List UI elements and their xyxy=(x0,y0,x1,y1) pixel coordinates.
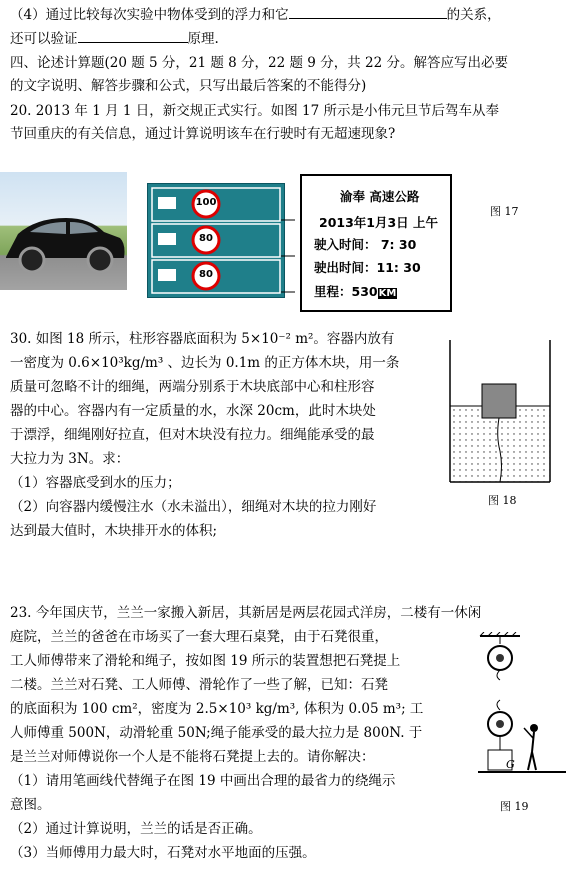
container-figure xyxy=(446,336,558,486)
q23-line: 23. 今年国庆节，兰兰一家搬入新居，其新居是两层花园式洋房，二楼有一休闲 xyxy=(10,605,482,621)
q30-line: （2）向容器内缓慢注水（水未溢出），细绳对木块的拉力刚好 xyxy=(10,499,377,515)
board-distance-value: 里程：530 xyxy=(314,284,378,299)
speed-limit-value: 80 xyxy=(199,269,213,280)
q23-line: （2）通过计算说明，兰兰的话是否正确。 xyxy=(10,821,262,837)
board-title: 渝奉 高速公路 xyxy=(340,189,420,204)
highway-info-board xyxy=(300,174,452,312)
q30-line: （1）容器底受到水的压力； xyxy=(10,475,181,491)
q23-line: 工人师傅带来了滑轮和绳子，按如图 19 所示的装置想把石凳提上 xyxy=(10,653,401,669)
section-heading-line1: 四、论述计算题(20 题 5 分，21 题 8 分，22 题 9 分，共 22 分。解答应写出必要 xyxy=(10,55,508,71)
answer-blank[interactable] xyxy=(289,4,447,19)
q4-text: 原理. xyxy=(187,31,219,47)
q20-line1: 20. 2013 年 1 月 1 日，新交规正式实行。如图 17 所示是小伟元旦节后驾车从奉 xyxy=(10,103,500,119)
q4-text: （4）通过比较每次实验中物体受到的浮力和它 xyxy=(10,7,289,23)
board-distance-unit: KM xyxy=(378,288,397,299)
car-photo xyxy=(0,172,127,290)
speed-limit-value: 100 xyxy=(195,197,217,208)
figure-17-label: 图 17 xyxy=(490,205,519,218)
q4-line2 xyxy=(10,28,219,48)
q30-line: 于漂浮，细绳刚好拉直，但对木块没有拉力。细绳能承受的最 xyxy=(10,427,375,443)
board-distance xyxy=(314,282,397,300)
q23-line: （3）当师傅用力最大时，石凳对水平地面的压强。 xyxy=(10,845,316,861)
q23-line: 庭院，兰兰的爸爸在市场买了一套大理石桌凳，由于石凳很重， xyxy=(10,629,388,645)
board-date: 2013年1月3日 上午 xyxy=(319,215,439,230)
q4-line1 xyxy=(10,4,501,24)
answer-blank[interactable] xyxy=(78,28,188,43)
q4-text: 的关系， xyxy=(446,7,501,23)
speed-limit-sign xyxy=(147,183,285,298)
q30-line: 达到最大值时，木块排开水的体积; xyxy=(10,523,218,539)
q30-line: 质量可忽略不计的细绳，两端分别系于木块底部中心和柱形容 xyxy=(10,379,375,395)
speed-limit-value: 80 xyxy=(199,233,213,244)
q23-line: 是兰兰对师傅说你一个人是不能将石凳提上去的。请你解决： xyxy=(10,749,375,765)
q20-line2: 节回重庆的有关信息，通过计算说明该车在行驶时有无超速现象? xyxy=(10,126,396,142)
weight-label: G xyxy=(506,758,515,771)
q30-line: 一密度为 0.6×10³kg/m³ 、边长为 0.1m 的正方体木块，用一条 xyxy=(10,355,400,371)
ceiling-hatch xyxy=(480,632,520,636)
q23-line: 的底面积为 100 cm²，密度为 2.5×10³ kg/m³, 体积为 0.05 m³; 工 xyxy=(10,701,424,717)
q23-line: 人师傅重 500N，动滑轮重 50N;绳子能承受的最大拉力是 800N. 于 xyxy=(10,725,423,741)
board-enter-time: 驶入时间： 7: 30 xyxy=(314,237,417,252)
q23-line: 二楼。兰兰对石凳、工人师傅、滑轮作了一些了解，已知：石凳 xyxy=(10,677,388,693)
q23-line: 意图。 xyxy=(10,797,51,813)
worker-figure xyxy=(524,724,538,770)
figure-18-label: 图 18 xyxy=(488,494,517,507)
q30-line: 30. 如图 18 所示，柱形容器底面积为 5×10⁻² m²。容器内放有 xyxy=(10,331,395,347)
q30-line: 器的中心。容器内有一定质量的水，水深 20cm，此时木块处 xyxy=(10,403,376,419)
figure-19-label: 图 19 xyxy=(500,800,529,813)
q23-line: （1）请用笔画线代替绳子在图 19 中画出合理的最省力的绕绳示 xyxy=(10,773,396,789)
q4-text: 还可以验证 xyxy=(10,31,78,47)
car-icon xyxy=(0,172,127,290)
sign-pointer-arrows xyxy=(275,190,301,300)
board-exit-time: 驶出时间：11: 30 xyxy=(314,260,421,275)
q30-line: 大拉力为 3N。求： xyxy=(10,451,130,467)
pulley-figure xyxy=(478,632,568,782)
section-heading-line2: 的文字说明、解答步骤和公式，只写出最后答案的不能得分) xyxy=(10,78,367,94)
